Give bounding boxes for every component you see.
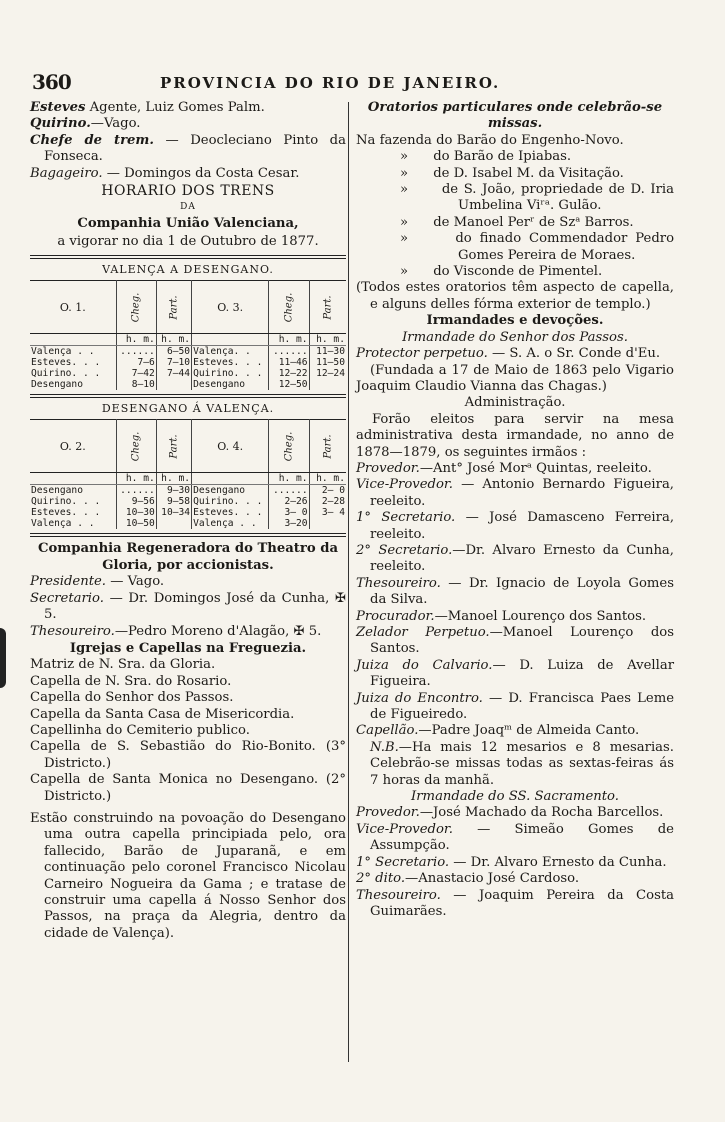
list-item: Capella da Santa Casa de Misericordia. (30, 706, 295, 722)
table-row: Desengano ...... 9—30 Desengano ...... 2— 0 (31, 485, 345, 497)
passos-title: Irmandade do Senhor dos Passos. (402, 329, 628, 345)
table-row: Valença . . 10—50 Valença . . 3—20 (31, 518, 308, 530)
officer-entry: Thesoureiro. — Dr. Ignacio de Loyola Gomes da Silva. (356, 575, 674, 608)
theatro-entry: Presidente. — Vago. (30, 574, 165, 590)
column-header-cheg: Cheg. (283, 432, 295, 462)
officer-entry: 1° Secretario. — Dr. Alvaro Ernesto da Cunha. (356, 854, 667, 870)
column-header-part: Part. (168, 295, 180, 320)
igrejas-title: Igrejas e Capellas na Freguezia. (69, 640, 307, 656)
running-title: PROVINCIA DO RIO DE JANEIRO. (160, 74, 501, 92)
units-label: h. m. (309, 334, 346, 346)
double-rule (30, 533, 346, 537)
officer-entry: Vice-Provedor. — Antonio Bernardo Figueira, reeleito. (356, 477, 674, 509)
timetable-1-title: VALENÇA A DESENGANO. (102, 262, 274, 276)
column-header-cheg: Cheg. (130, 432, 142, 462)
sacramento-title: Irmandade do SS. Sacramento. (411, 789, 619, 805)
fazenda-entry: » do Visconde de Pimentel. (400, 264, 603, 280)
staff-entry: Quirino.—Vago. (30, 116, 141, 132)
timetable-desengano-valenca (30, 419, 346, 529)
fazenda-entry: » do Barão de Ipiabas. (400, 149, 572, 165)
staff-entry: Chefe de trem. — Deocleciano Pinto da Fonseca. (30, 132, 346, 165)
horario-company: Companhia União Valenciana, (77, 215, 299, 231)
fazenda-entry: » de S. João, propriedade de D. Iria Umbelina Viʳᵃ. Gulão. (400, 182, 674, 214)
todos-note: (Todos estes oratorios têm aspecto de capella, e alguns delles fórma exterior de templo.) (356, 280, 674, 312)
officer-entry: Zelador Perpetuo.—Manoel Lourenço dos Santos. (356, 625, 674, 657)
table-row: Quirino. . . 7—42 7—44 Quirino. . . 12—22 12—24 (31, 368, 345, 380)
column-header-cheg: Cheg. (283, 292, 295, 323)
forao-paragraph: Forão eleitos para servir na mesa administrativa desta irmandade, no anno de 1878—1879, os seguintes irmãos : (356, 411, 674, 460)
protector-entry: Protector perpetuo. — S. A. o Sr. Conde d'Eu. (356, 346, 661, 362)
list-item: Capella do Senhor dos Passos. (30, 690, 234, 706)
units-label: h. m. (156, 473, 191, 485)
list-item: Capella de Santa Monica no Desengano. (2° Districto.) (30, 772, 346, 804)
officer-entry: Procurador.—Manoel Lourenço dos Santos. (356, 608, 647, 624)
theatro-entry: Secretario. — Dr. Domingos José da Cunha, ✠ 5. (30, 590, 346, 623)
officer-entry: 1° Secretario. — José Damasceno Ferreira, reeleito. (356, 510, 675, 542)
page-number: 360 (32, 70, 71, 94)
fazenda-entry: » de Manoel Perʳ de Szᵃ Barros. (400, 214, 634, 230)
units-label: h. m. (116, 473, 156, 485)
horario-title: HORARIO DOS TRENS (101, 183, 275, 200)
column-divider (348, 102, 349, 1062)
officer-entry: Provedor.—Ant° José Morᵃ Quintas, reeleito. (356, 460, 652, 476)
oratorios-title: Oratorios particulares onde celebrão-se missas. (367, 100, 663, 132)
timetable-valenca-desengano (30, 280, 346, 390)
column-header-part: Part. (168, 434, 180, 460)
officer-entry: Thesoureiro. — Joaquim Pereira da Costa Guimarães. (356, 887, 674, 919)
timetable-2-title: DESENGANO Á VALENÇA. (101, 402, 275, 416)
table-row: Desengano 8—10 Desengano 12—50 (31, 379, 308, 391)
list-item: Capella de N. Sra. do Rosario. (30, 673, 232, 689)
right-column (356, 100, 674, 920)
table-row: Esteves. . . 7—6 7—10 Esteves. . . 11—46 11—50 (31, 357, 345, 369)
administracao-title: Administração. (464, 395, 566, 411)
train-header: O. 3. (192, 281, 269, 334)
table-row: Valença . . ...... 6—50 Valença. . ...... 11—30 (31, 346, 345, 358)
theatro-entry: Thesoureiro.—Pedro Moreno d'Alagão, ✠ 5. (30, 623, 322, 639)
officer-entry: 2° dito.—Anastacio José Cardoso. (356, 871, 580, 887)
double-rule (30, 255, 346, 259)
table-row: Esteves. . . 10—30 10—34 Esteves. . . 3— 0 3— 4 (31, 507, 345, 519)
train-header: O. 4. (192, 420, 269, 473)
fazenda-entry: Na fazenda do Barão do Engenho-Novo. (356, 132, 624, 148)
units-label: h. m. (156, 334, 191, 346)
staff-entry: Bagageiro. — Domingos da Costa Cesar. (30, 165, 300, 181)
officer-entry: Vice-Provedor. — Simeão Gomes de Assumpção. (356, 821, 674, 854)
list-item: Matriz de N. Sra. da Gloria. (30, 657, 216, 673)
train-header: O. 2. (30, 420, 116, 473)
officer-entry: Juiza do Encontro. — D. Francisca Paes Leme de Figueiredo. (356, 690, 675, 723)
officer-entry: 2° Secretario.—Dr. Alvaro Ernesto da Cunha, reeleito. (356, 542, 674, 575)
column-header-part: Part. (322, 434, 334, 460)
double-rule (30, 394, 346, 398)
list-item: Capella de S. Sebastião do Rio-Bonito. (3° Districto.) (30, 739, 346, 771)
train-header: O. 1. (30, 281, 116, 334)
fazenda-entry: » do finado Commendador Pedro Gomes Pereira de Moraes. (400, 231, 675, 263)
nb-note: N.B.—Ha mais 12 mesarios e 8 mesarias. Celebrão-se missas todas as sextas-feiras ás 7 horas da manhã. (370, 739, 674, 788)
column-header-part: Part. (322, 295, 334, 320)
table-row: Quirino. . . 9—56 9—58 Quirino. . . 2—26 2—28 (31, 496, 345, 508)
fundada-note: (Fundada a 17 de Maio de 1863 pelo Vigario Joaquim Claudio Vianna das Chagas.) (356, 362, 674, 394)
officer-entry: Provedor.—José Machado da Rocha Barcellos. (356, 805, 664, 821)
fazenda-entry: » de D. Isabel M. da Visitação. (400, 165, 624, 181)
horario-da: DA (180, 202, 196, 213)
units-label: h. m. (269, 473, 309, 485)
units-label: h. m. (269, 334, 309, 346)
units-label: h. m. (309, 473, 346, 485)
column-header-cheg: Cheg. (130, 292, 142, 323)
staff-entry: Esteves Agente, Luiz Gomes Palm. (30, 100, 265, 115)
list-item: Capellinha do Cemiterio publico. (30, 722, 250, 738)
left-column (30, 100, 346, 942)
irmandades-title: Irmandades e devoções. (426, 313, 604, 329)
estao-paragraph: Estão construindo na povoação do Desengano uma outra capella principiada pelo, ora fallecido, Barão de Juparanã, e em continuação pelo coronel Francisco Nicolau Carneiro Nogueira da Gama ; e tratase de construir uma capella á Nosso Senhor dos Passos, na praça da Alegria, dentro da cidade de Valença). (30, 810, 346, 941)
horario-date: a vigorar no dia 1 de Outubro de 1877. (57, 234, 319, 250)
units-label: h. m. (116, 334, 156, 346)
theatro-title: Companhia Regeneradora do Theatro da Gloria, por accionistas. (37, 541, 338, 573)
officer-entry: Capellão.—Padre Joaqᵐ de Almeida Canto. (356, 723, 640, 739)
officer-entry: Juiza do Calvario.— D. Luiza de Avellar Figueira. (356, 657, 674, 690)
margin-ink-mark (0, 628, 6, 688)
